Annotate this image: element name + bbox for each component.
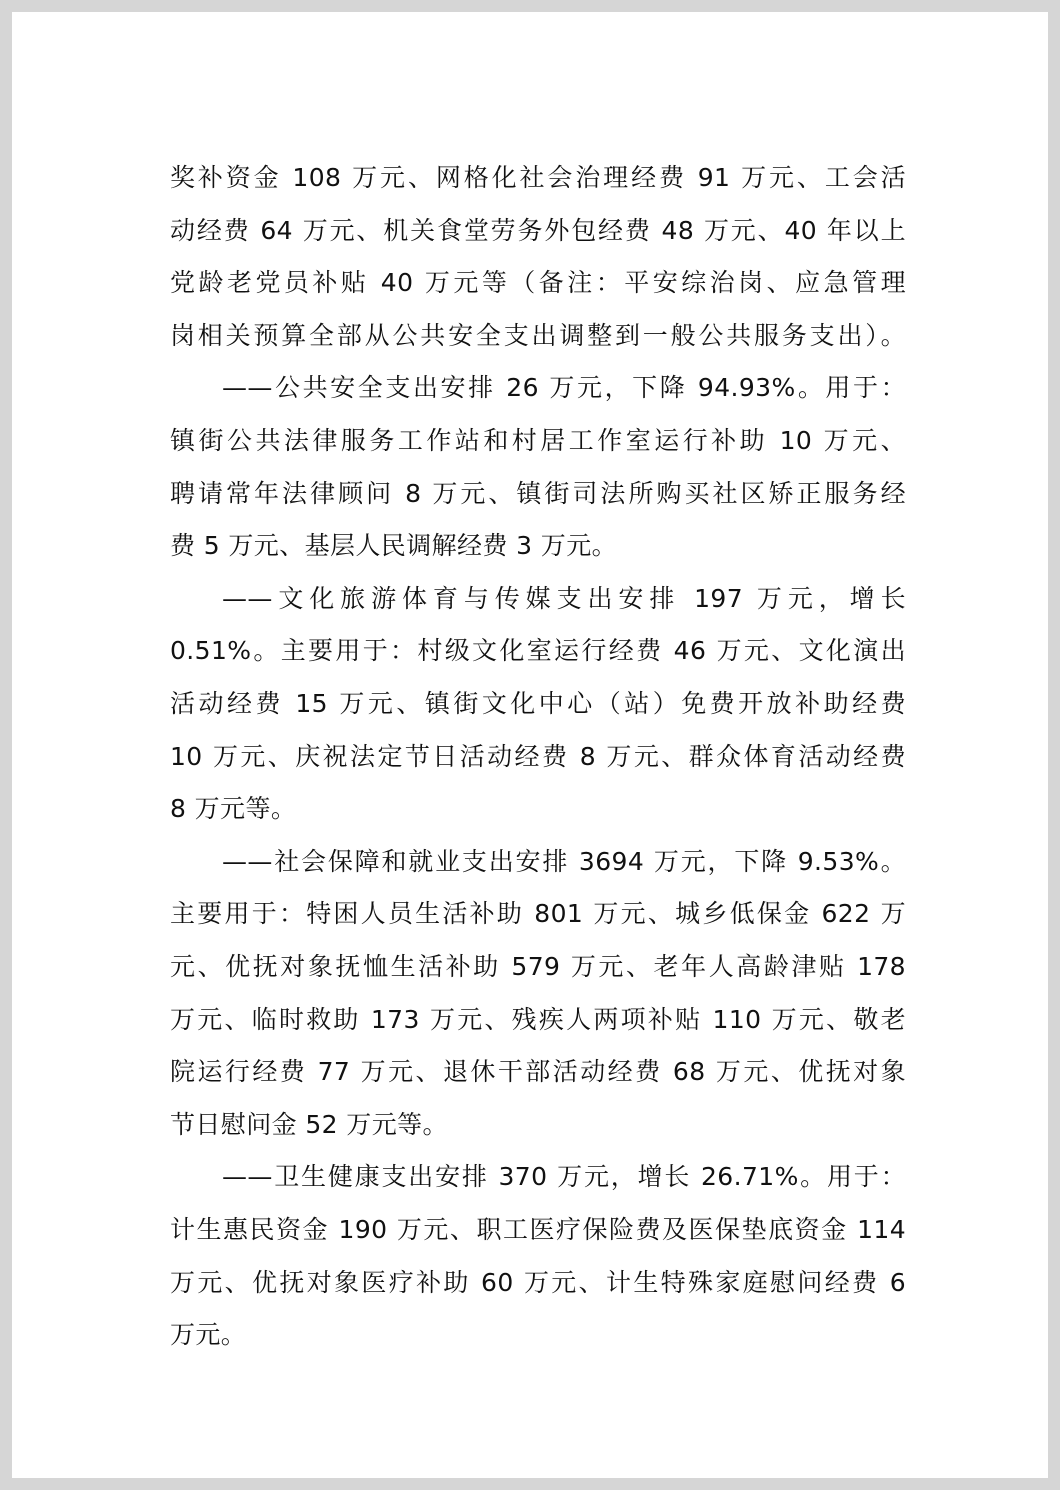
text-line: 党龄老党员补贴 40 万元等（备注：平安综治岗、应急管理 — [170, 268, 906, 298]
text-line: 万元。 — [170, 1320, 247, 1350]
paragraph-heading-line: ——社会保障和就业支出安排 3694 万元，下降 9.53%。 — [222, 846, 906, 876]
text-line: 节日慰问金 52 万元等。 — [170, 1109, 448, 1139]
text-line: 奖补资金 108 万元、网格化社会治理经费 91 万元、工会活 — [170, 163, 906, 192]
paragraph-heading-line: ——卫生健康支出安排 370 万元，增长 26.71%。用于： — [222, 1162, 906, 1192]
text-line: 院运行经费 77 万元、退休干部活动经费 68 万元、优抚对象 — [170, 1057, 906, 1087]
text-line: 8 万元等。 — [170, 794, 297, 824]
text-line: 0.51%。主要用于：村级文化室运行经费 46 万元、文化演出 — [170, 636, 906, 666]
document-page — [12, 12, 1048, 1478]
text-line: 万元、优抚对象医疗补助 60 万元、计生特殊家庭慰问经费 6 — [170, 1267, 906, 1297]
text-line: 主要用于：特困人员生活补助 801 万元、城乡低保金 622 万 — [170, 899, 906, 929]
text-line: 镇街公共法律服务工作站和村居工作室运行补助 10 万元、 — [170, 426, 906, 455]
text-line: 岗相关预算全部从公共安全支出调整到一般公共服务支出）。 — [170, 320, 906, 350]
text-line: 10 万元、庆祝法定节日活动经费 8 万元、群众体育活动经费 — [170, 741, 906, 771]
text-line: 活动经费 15 万元、镇街文化中心（站）免费开放补助经费 — [170, 689, 906, 718]
text-line: 计生惠民资金 190 万元、职工医疗保险费及医保垫底资金 114 — [170, 1215, 906, 1244]
paragraph-heading-line: ——文化旅游体育与传媒支出安排 197 万元，增长 — [222, 583, 906, 613]
paragraph-heading-line: ——公共安全支出安排 26 万元，下降 94.93%。用于： — [222, 373, 906, 403]
text-line: 万元、临时救助 173 万元、残疾人两项补贴 110 万元、敬老 — [170, 1004, 906, 1034]
text-line: 聘请常年法律顾问 8 万元、镇街司法所购买社区矫正服务经 — [170, 478, 906, 508]
text-line: 费 5 万元、基层人民调解经费 3 万元。 — [170, 531, 617, 561]
text-line: 动经费 64 万元、机关食堂劳务外包经费 48 万元、40 年以上 — [170, 215, 906, 245]
text-line: 元、优抚对象抚恤生活补助 579 万元、老年人高龄津贴 178 — [170, 952, 906, 981]
